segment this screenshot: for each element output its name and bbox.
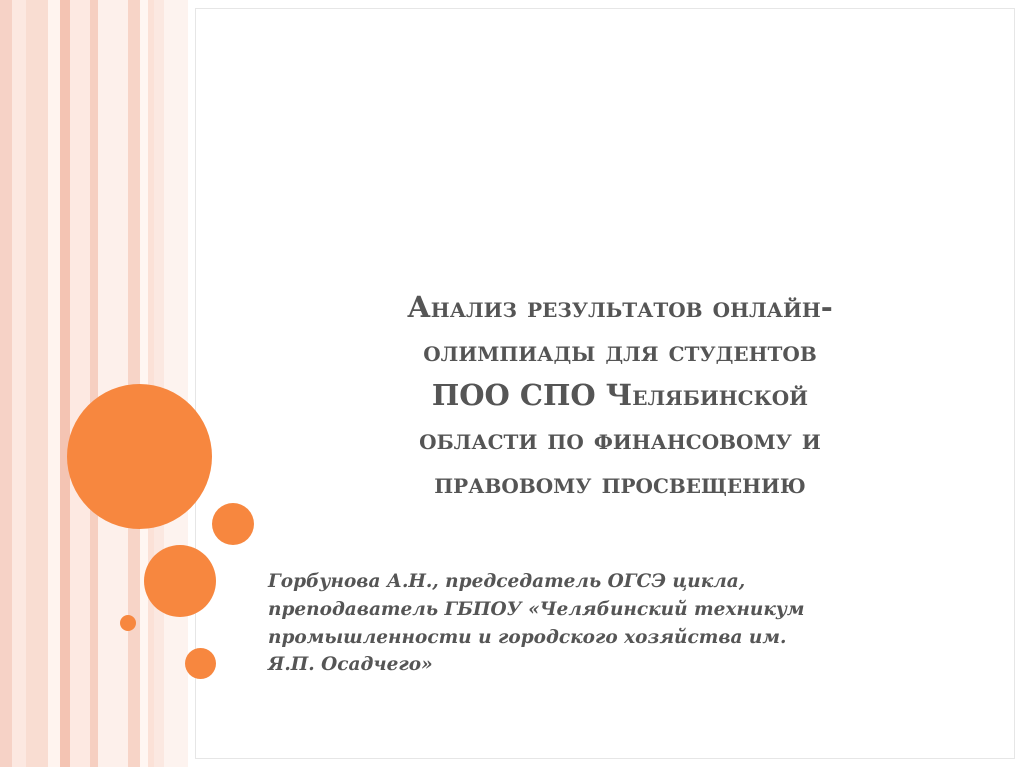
decorative-stripe	[90, 0, 98, 767]
decorative-stripe	[98, 0, 128, 767]
decorative-circle-large	[67, 384, 212, 529]
decorative-stripe	[26, 0, 48, 767]
decorative-circle-small	[212, 503, 254, 545]
decorative-stripe	[70, 0, 90, 767]
slide-subtitle: Горбунова А.Н., председатель ОГСЭ цикла, преподаватель ГБПОУ «Челябинский техникум промышленности и городского хозяйства им. Я.П. Осадчего»	[268, 571, 805, 676]
decorative-stripe	[12, 0, 26, 767]
decorative-circle-small	[185, 648, 216, 679]
decorative-stripe	[0, 0, 12, 767]
decorative-circle-tiny	[120, 615, 136, 631]
decorative-stripe	[154, 0, 164, 767]
decorative-stripe	[48, 0, 60, 767]
decorative-stripe	[60, 0, 70, 767]
slide-title: Анализ результатов онлайн- олимпиады для студентов ПОО СПО Челябинской области по финансовому и правовому просвещению	[407, 290, 833, 501]
decorative-circle-medium	[144, 545, 216, 617]
decorative-stripe	[164, 0, 188, 767]
